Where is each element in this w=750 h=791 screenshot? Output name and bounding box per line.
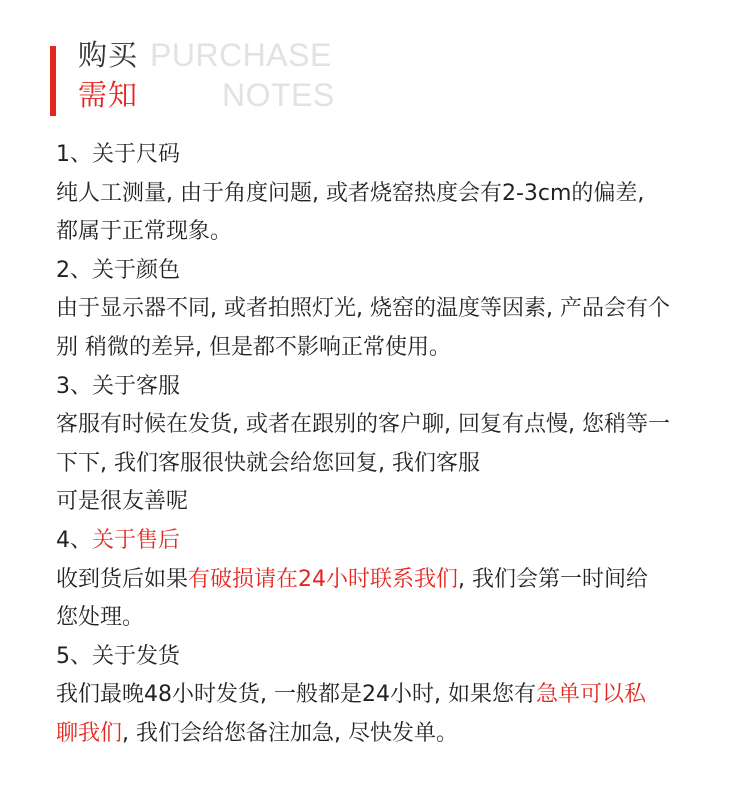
title-english-line-1: PURCHASE <box>150 37 332 73</box>
section-4-heading-number: 4、 <box>56 527 92 553</box>
section-2-text-line-2: 别 稍微的差异, 但是都不影响正常使用。 <box>56 334 451 360</box>
section-4-heading-highlight: 关于售后 <box>92 527 181 553</box>
section-5-urgent-highlight: 急单可以私 <box>535 682 646 708</box>
section-5-urgent-highlight-cont: 聊我们 <box>56 720 123 746</box>
title-english-line-2: NOTES <box>222 77 335 113</box>
title-chinese-line-2: 需知 <box>78 78 139 112</box>
section-5-text-end: , 我们会给您备注加急, 尽快发单。 <box>122 720 458 746</box>
section-5-text-line-2 <box>56 715 726 754</box>
section-5-text-line-1 <box>56 676 726 715</box>
section-2-text-line-1: 由于显示器不同, 或者拍照灯光, 烧窑的温度等因素, 产品会有个 <box>56 296 670 322</box>
section-3-text-line-3: 可是很友善呢 <box>56 489 189 515</box>
purchase-notes-header <box>50 34 370 114</box>
accent-bar <box>50 46 56 116</box>
notes-body <box>56 136 726 754</box>
section-1-text-line-2: 都属于正常现象。 <box>56 219 233 245</box>
section-1-text-line-1: 纯人工测量, 由于角度问题, 或者烧窑热度会有2-3cm的偏差, <box>56 180 645 206</box>
title-chinese-line-1: 购买 <box>78 38 139 72</box>
section-4-heading <box>56 522 726 561</box>
section-4-text-line-2: 您处理。 <box>56 605 145 631</box>
section-5-text-start: 我们最晚48小时发货, 一般都是24小时, 如果您有 <box>56 682 536 708</box>
section-4-damage-highlight: 有破损请在24小时联系我们 <box>188 566 459 592</box>
section-5-heading: 5、关于发货 <box>56 643 180 669</box>
section-4-text-line-1 <box>56 561 726 600</box>
section-3-text-line-1: 客服有时候在发货, 或者在跟别的客户聊, 回复有点慢, 您稍等一 <box>56 412 670 438</box>
section-1-heading: 1、关于尺码 <box>56 142 180 167</box>
section-3-heading: 3、关于客服 <box>56 373 180 399</box>
section-2-heading: 2、关于颜色 <box>56 257 180 283</box>
section-3-text-line-2: 下下, 我们客服很快就会给您回复, 我们客服 <box>56 450 480 476</box>
section-4-text-end: , 我们会第一时间给 <box>458 566 649 592</box>
section-4-text-start: 收到货后如果 <box>56 566 189 592</box>
